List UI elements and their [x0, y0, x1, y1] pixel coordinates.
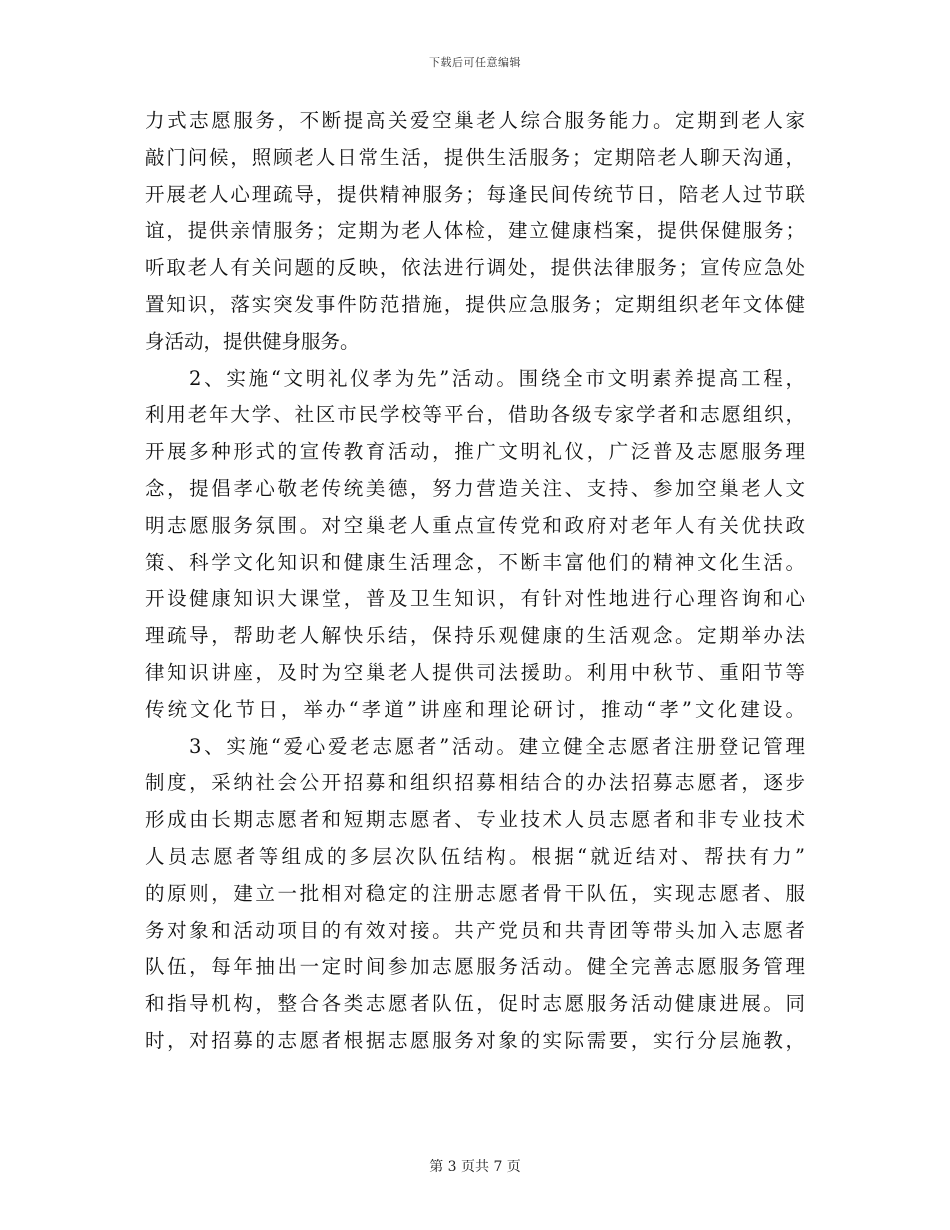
body-line: 开设健康知识大课堂，普及卫生知识，有针对性地进行心理咨询和心: [145, 587, 805, 611]
body-line: 3、实施“爱心爱老志愿者”活动。建立健全志愿者注册登记管理: [189, 734, 805, 758]
body-line: 置知识，落实突发事件防范措施，提供应急服务；定期组织老年文体健: [145, 292, 805, 316]
body-line: 开展老人心理疏导，提供精神服务；每逢民间传统节日，陪老人过节联: [145, 182, 805, 206]
body-line: 策、科学文化知识和健康生活理念，不断丰富他们的精神文化生活。: [145, 550, 805, 574]
body-line: 制度，采纳社会公开招募和组织招募相结合的办法招募志愿者，逐步: [145, 771, 805, 795]
body-line: 念，提倡孝心敬老传统美德，努力营造关注、支持、参加空巢老人文: [145, 476, 805, 500]
body-line: 时，对招募的志愿者根据志愿服务对象的实际需要，实行分层施教，: [145, 1028, 805, 1052]
body-line: 2、实施“文明礼仪孝为先”活动。围绕全市文明素养提高工程，: [189, 366, 805, 390]
body-line: 开展多种形式的宣传教育活动，推广文明礼仪，广泛普及志愿服务理: [145, 440, 805, 464]
document-body: [145, 103, 805, 1060]
body-line: 队伍，每年抽出一定时间参加志愿服务活动。健全完善志愿服务管理: [145, 955, 805, 979]
body-line: 身活动，提供健身服务。: [145, 329, 360, 353]
body-line: 律知识讲座，及时为空巢老人提供司法援助。利用中秋节、重阳节等: [145, 660, 805, 684]
body-line: 和指导机构，整合各类志愿者队伍，促时志愿服务活动健康进展。同: [145, 992, 805, 1016]
body-line: 传统文化节日，举办“孝道”讲座和理论研讨，推动“孝”文化建设。: [145, 697, 805, 721]
body-line: 形成由长期志愿者和短期志愿者、专业技术人员志愿者和非专业技术: [145, 808, 805, 832]
body-line: 听取老人有关问题的反映，依法进行调处，提供法律服务；宣传应急处: [145, 256, 805, 280]
page-header: 下载后可任意编辑: [429, 56, 521, 69]
body-line: 谊，提供亲情服务；定期为老人体检，建立健康档案，提供保健服务；: [145, 219, 805, 243]
body-line: 人员志愿者等组成的多层次队伍结构。根据“就近结对、帮扶有力”: [145, 844, 805, 868]
body-line: 敲门问候，照顾老人日常生活，提供生活服务；定期陪老人聊天沟通，: [145, 145, 805, 169]
body-line: 力式志愿服务，不断提高关爱空巢老人综合服务能力。定期到老人家: [145, 109, 805, 132]
body-line: 明志愿服务氛围。对空巢老人重点宣传党和政府对老年人有关优扶政: [145, 513, 805, 537]
body-line: 利用老年大学、社区市民学校等平台，借助各级专家学者和志愿组织，: [145, 403, 805, 427]
page-number: 第 3 页共 7 页: [429, 1159, 521, 1175]
body-line: 理疏导，帮助老人解快乐结，保持乐观健康的生活观念。定期举办法: [145, 624, 805, 648]
body-line: 的原则，建立一批相对稳定的注册志愿者骨干队伍，实现志愿者、服: [145, 881, 805, 905]
body-line: 务对象和活动项目的有效对接。共产党员和共青团等带头加入志愿者: [145, 918, 805, 942]
